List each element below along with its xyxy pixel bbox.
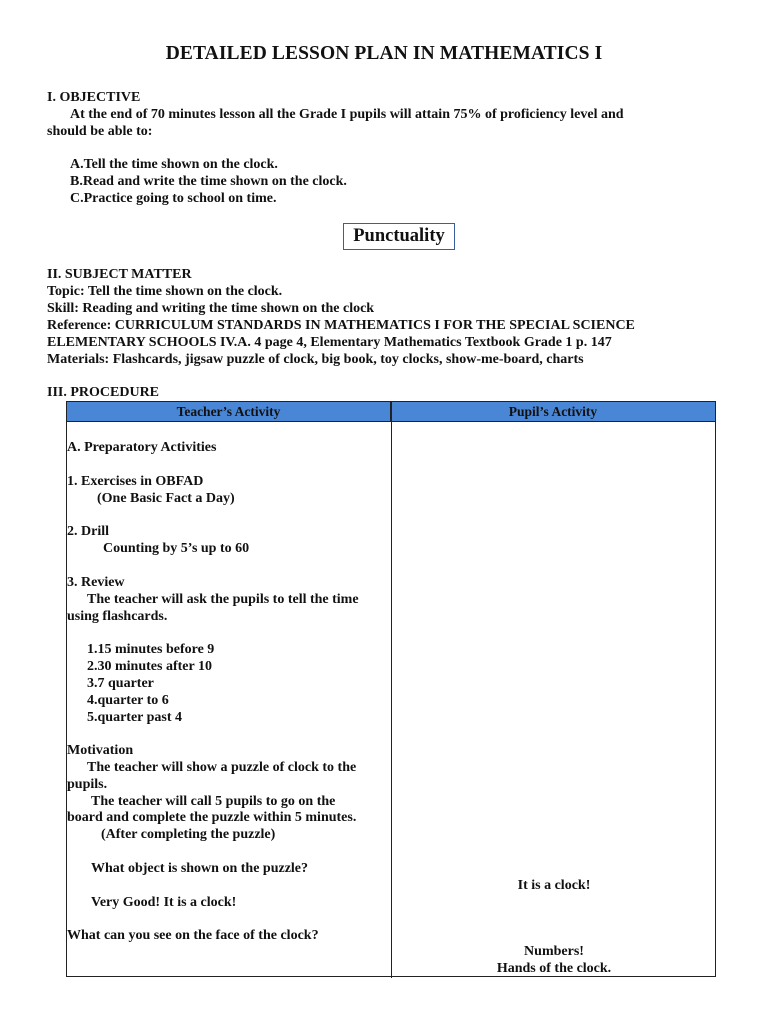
teacher-activity-header: Teacher’s Activity	[67, 402, 391, 422]
teacher-line: What object is shown on the puzzle?	[91, 861, 309, 876]
subject-matter-heading: II. SUBJECT MATTER	[47, 267, 192, 282]
teacher-line: 2.30 minutes after 10	[87, 659, 212, 674]
teacher-line: Motivation	[67, 743, 134, 758]
subject-skill: Skill: Reading and writing the time shown on the clock	[47, 301, 375, 316]
teacher-line: board and complete the puzzle within 5 minutes.	[67, 810, 357, 825]
teacher-line: 1. Exercises in OBFAD	[67, 474, 204, 489]
subject-materials: Materials: Flashcards, jigsaw puzzle of clock, big book, toy clocks, show-me-board, charts	[47, 352, 584, 367]
teacher-line: Very Good! It is a clock!	[91, 895, 237, 910]
teacher-line: 1.15 minutes before 9	[87, 642, 215, 657]
pupil-line: Numbers!	[524, 944, 584, 959]
objective-heading: I. OBJECTIVE	[47, 90, 141, 105]
teacher-line: 2. Drill	[67, 524, 109, 539]
objective-item-c: C.Practice going to school on time.	[70, 191, 277, 206]
procedure-table	[66, 401, 716, 977]
teacher-line: The teacher will ask the pupils to tell the time	[87, 592, 359, 607]
teacher-line: The teacher will show a puzzle of clock to the	[87, 760, 357, 775]
objective-intro-line-2: should be able to:	[47, 124, 153, 139]
teacher-line: A. Preparatory Activities	[67, 440, 217, 455]
teacher-line: (After completing the puzzle)	[101, 827, 276, 842]
teacher-line: pupils.	[67, 777, 108, 792]
subject-reference-line-2: ELEMENTARY SCHOOLS IV.A. 4 page 4, Elementary Mathematics Textbook Grade 1 p. 147	[47, 335, 612, 350]
objective-item-a: A.Tell the time shown on the clock.	[70, 157, 278, 172]
pupil-line: It is a clock!	[517, 878, 591, 893]
teacher-line: 3.7 quarter	[87, 676, 154, 691]
teacher-line: using flashcards.	[67, 609, 168, 624]
objective-item-b: B.Read and write the time shown on the clock.	[70, 174, 347, 189]
teacher-line: 3. Review	[67, 575, 125, 590]
pupil-activity-header: Pupil’s Activity	[391, 402, 715, 422]
subject-topic: Topic: Tell the time shown on the clock.	[47, 284, 283, 299]
subject-reference-line-1: Reference: CURRICULUM STANDARDS IN MATHEMATICS I FOR THE SPECIAL SCIENCE	[47, 318, 635, 333]
procedure-heading: III. PROCEDURE	[47, 385, 160, 400]
pupil-line: Hands of the clock.	[496, 961, 612, 976]
teacher-line: (One Basic Fact a Day)	[97, 491, 235, 506]
objective-intro-line-1: At the end of 70 minutes lesson all the Grade I pupils will attain 75% of proficiency level and	[70, 107, 624, 122]
document-title: DETAILED LESSON PLAN IN MATHEMATICS I	[165, 43, 603, 64]
teacher-line: 5.quarter past 4	[87, 710, 183, 725]
teacher-line: Counting by 5’s up to 60	[103, 541, 250, 556]
teacher-line: What can you see on the face of the clock?	[67, 928, 319, 943]
teacher-line: The teacher will call 5 pupils to go on the	[91, 794, 336, 809]
teacher-line: 4.quarter to 6	[87, 693, 169, 708]
value-focus-box: Punctuality	[343, 223, 455, 250]
